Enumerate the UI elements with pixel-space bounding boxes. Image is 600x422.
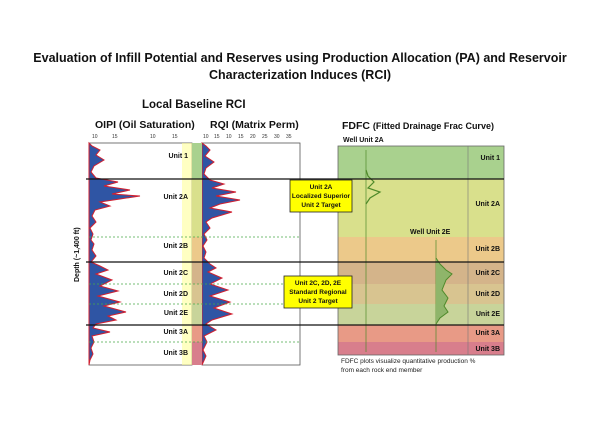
oipi-tick: 15: [172, 134, 178, 140]
unit-label: Unit 2B: [163, 243, 188, 250]
footnote-line: FDFC plots visualize quantitative production %: [341, 358, 476, 365]
unit-label: Unit 1: [168, 153, 188, 160]
fdfc-header-rest: (Fitted Drainage Frac Curve): [372, 121, 494, 131]
depth-label: Depth (~1,400 ft): [74, 227, 81, 282]
unit-label: Unit 3B: [163, 350, 188, 357]
unit-label: Unit 3A: [163, 329, 188, 336]
title-line-2: Characterization Induces (RCI): [209, 68, 391, 82]
rqi-track: [202, 143, 300, 365]
unit-label: Unit 2C: [163, 270, 188, 277]
footnote-line: from each rock end member: [341, 367, 423, 374]
callout-2c-line: Unit 2C, 2D, 2E: [294, 280, 342, 287]
oipi-tick: 10: [92, 134, 98, 140]
fdfc-header-bold: FDFC: [342, 120, 370, 132]
rqi-tick: 15: [214, 134, 220, 140]
callout-2c-line: Standard Regional: [289, 289, 347, 296]
well-2e-label: Well Unit 2E: [410, 229, 451, 236]
callout-2a-line: Unit 2 Target: [301, 202, 341, 209]
rqi-tick: 25: [262, 134, 268, 140]
oipi-tick: 15: [112, 134, 118, 140]
rqi-tick: 35: [286, 134, 292, 140]
unit-color-strip: [192, 143, 202, 365]
callout-2c-line: Unit 2 Target: [298, 298, 338, 305]
rqi-tick: 10: [226, 134, 232, 140]
fdfc-unit-label: Unit 3A: [475, 330, 500, 337]
callout-unit-2a: [290, 180, 352, 212]
fdfc-unit-label: Unit 2E: [475, 311, 500, 318]
fdfc-unit-label: Unit 1: [480, 155, 500, 162]
fdfc-unit-label: Unit 2C: [475, 270, 500, 277]
footnote: [341, 358, 476, 374]
rqi-ticks: [203, 134, 292, 140]
fdfc-unit-label: Unit 3B: [475, 346, 500, 353]
rqi-tick: 10: [203, 134, 209, 140]
unit-label: Unit 2A: [163, 194, 188, 201]
callout-2a-line: Unit 2A: [309, 184, 333, 191]
oipi-tick: 10: [150, 134, 156, 140]
callout-unit-2c: [284, 276, 352, 308]
rqi-tick: 15: [238, 134, 244, 140]
title-line-1: Evaluation of Infill Potential and Reserves using Production Allocation (PA) and Reservoir: [33, 51, 567, 65]
unit-label: Unit 2D: [163, 291, 188, 298]
unit-label: Unit 2E: [163, 310, 188, 317]
callout-2a-line: Localized Superior: [291, 193, 351, 200]
rqi-header: RQI (Matrix Perm): [210, 119, 299, 131]
fdfc-unit-label: Unit 2A: [475, 201, 500, 208]
fdfc-unit-label: Unit 2D: [475, 291, 500, 298]
rqi-tick: 20: [250, 134, 256, 140]
fdfc-unit-label: Unit 2B: [475, 246, 500, 253]
oipi-header: OIPI (Oil Saturation): [95, 119, 195, 131]
rqi-tick: 30: [274, 134, 280, 140]
well-2a-label: Well Unit 2A: [343, 137, 384, 144]
local-baseline-header: Local Baseline RCI: [142, 99, 246, 111]
oipi-ticks: [92, 134, 178, 140]
